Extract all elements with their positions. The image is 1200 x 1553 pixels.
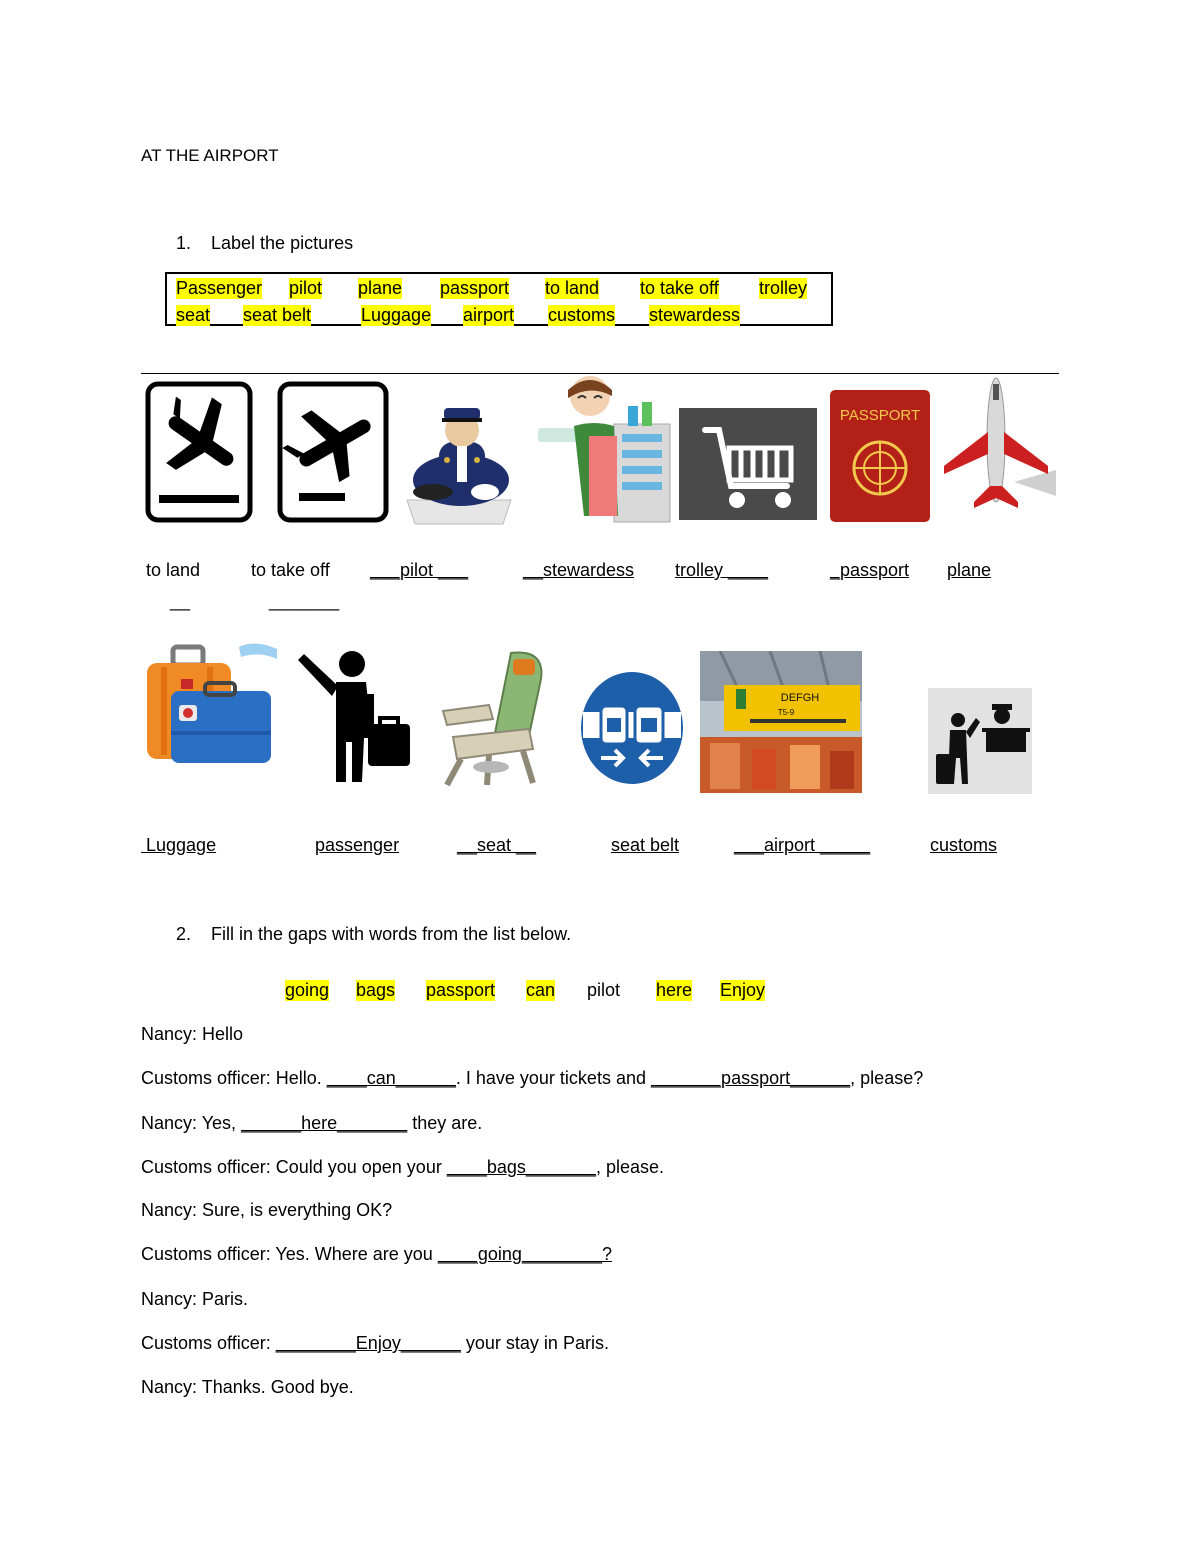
word-bank-item: customs: [548, 305, 616, 325]
word-list-item: going: [285, 980, 330, 1000]
label-plane: plane: [947, 560, 992, 580]
dialog-line: Nancy: Thanks. Good bye.: [141, 1377, 354, 1397]
label-tail: __: [170, 591, 191, 611]
dialog-line: Nancy: Yes, ______here_______ they are.: [141, 1113, 483, 1133]
answer-blank[interactable]: ________Enjoy______: [275, 1333, 461, 1353]
word-list-item: bags: [356, 980, 396, 1000]
word-bank-item: passport: [440, 278, 510, 298]
customs-icon: [928, 688, 1032, 794]
word-list-item: passport: [426, 980, 496, 1000]
answer-blank[interactable]: ____bags_______: [446, 1157, 596, 1177]
dialog-line: Customs officer: Could you open your ____bags_______, please.: [141, 1157, 665, 1177]
word-list-item: can: [526, 980, 556, 1000]
label-airport: ___airport _____: [734, 835, 871, 855]
word-bank-item: Luggage: [361, 305, 432, 325]
word-bank-item: stewardess: [649, 305, 741, 325]
word-bank-item: airport: [463, 305, 515, 325]
passport-icon: [828, 388, 932, 524]
label-stewardess: __stewardess: [523, 560, 635, 580]
label-luggage: Luggage: [141, 835, 217, 855]
answer-blank[interactable]: ____going________?: [437, 1244, 612, 1264]
dialog-line: Customs officer: Hello. ____can______. I have your tickets and _______passport______, please?: [141, 1068, 924, 1088]
q2-number: 2.: [176, 924, 192, 944]
word-bank-item: trolley: [759, 278, 808, 298]
word-list-item: pilot: [587, 980, 621, 1000]
seat-icon: [433, 649, 549, 787]
label-pilot: ___pilot ___: [370, 560, 469, 580]
answer-blank[interactable]: _______passport______: [650, 1068, 851, 1088]
word-bank-item: pilot: [289, 278, 323, 298]
word-list-item: Enjoy: [720, 980, 766, 1000]
dialog-line: Nancy: Sure, is everything OK?: [141, 1200, 393, 1220]
takeoff-plane-icon: [277, 381, 389, 523]
seatbelt-sign-icon: [579, 670, 685, 786]
word-bank-item: Passenger: [176, 278, 263, 298]
page-title: AT THE AIRPORT: [141, 146, 279, 165]
label-to-land: to land: [146, 560, 201, 580]
word-bank-item: to land: [545, 278, 600, 298]
trolley-icon: [679, 408, 817, 520]
label-passenger: passenger: [315, 835, 400, 855]
q2-instruction: Fill in the gaps with words from the list below.: [211, 924, 572, 944]
dialog-line: Nancy: Hello: [141, 1024, 244, 1044]
label-passport: _passport: [830, 560, 910, 580]
label-customs: customs: [930, 835, 998, 855]
q1-number: 1.: [176, 233, 192, 253]
word-bank-item: plane: [358, 278, 403, 298]
word-bank-item: to take off: [640, 278, 719, 298]
airplane-icon: [944, 374, 1056, 510]
dialog-line: Customs officer: ________Enjoy______ your stay in Paris.: [141, 1333, 609, 1353]
stewardess-figure: [534, 376, 674, 524]
answer-blank[interactable]: ______here_______: [241, 1113, 408, 1133]
passenger-icon: [296, 650, 412, 784]
label-tail: _______: [269, 591, 340, 611]
landing-plane-icon: [145, 381, 253, 523]
pilot-figure: [393, 400, 525, 526]
airport-sign-text: DEFGH: [780, 692, 820, 704]
label-seat: __seat __: [457, 835, 537, 855]
q1-instruction: Label the pictures: [211, 233, 354, 253]
dialog-line: Customs officer: Yes. Where are you ____going________?: [141, 1244, 612, 1264]
airport-photo: [700, 651, 862, 793]
passport-cover-text: PASSPORT: [839, 407, 921, 424]
dialog-line: Nancy: Paris.: [141, 1289, 249, 1309]
label-to-take-off: to take off: [251, 560, 330, 580]
label-trolley: trolley ____: [675, 560, 769, 580]
word-bank-item: seat: [176, 305, 211, 325]
word-bank-item: seat belt: [243, 305, 312, 325]
label-seat-belt: seat belt: [611, 835, 680, 855]
luggage-icon: [143, 641, 279, 771]
airport-sign-sub: T5-9: [777, 708, 795, 717]
separator-line: [141, 373, 1059, 374]
answer-blank[interactable]: ____can______: [326, 1068, 456, 1088]
word-list-item: here: [656, 980, 693, 1000]
